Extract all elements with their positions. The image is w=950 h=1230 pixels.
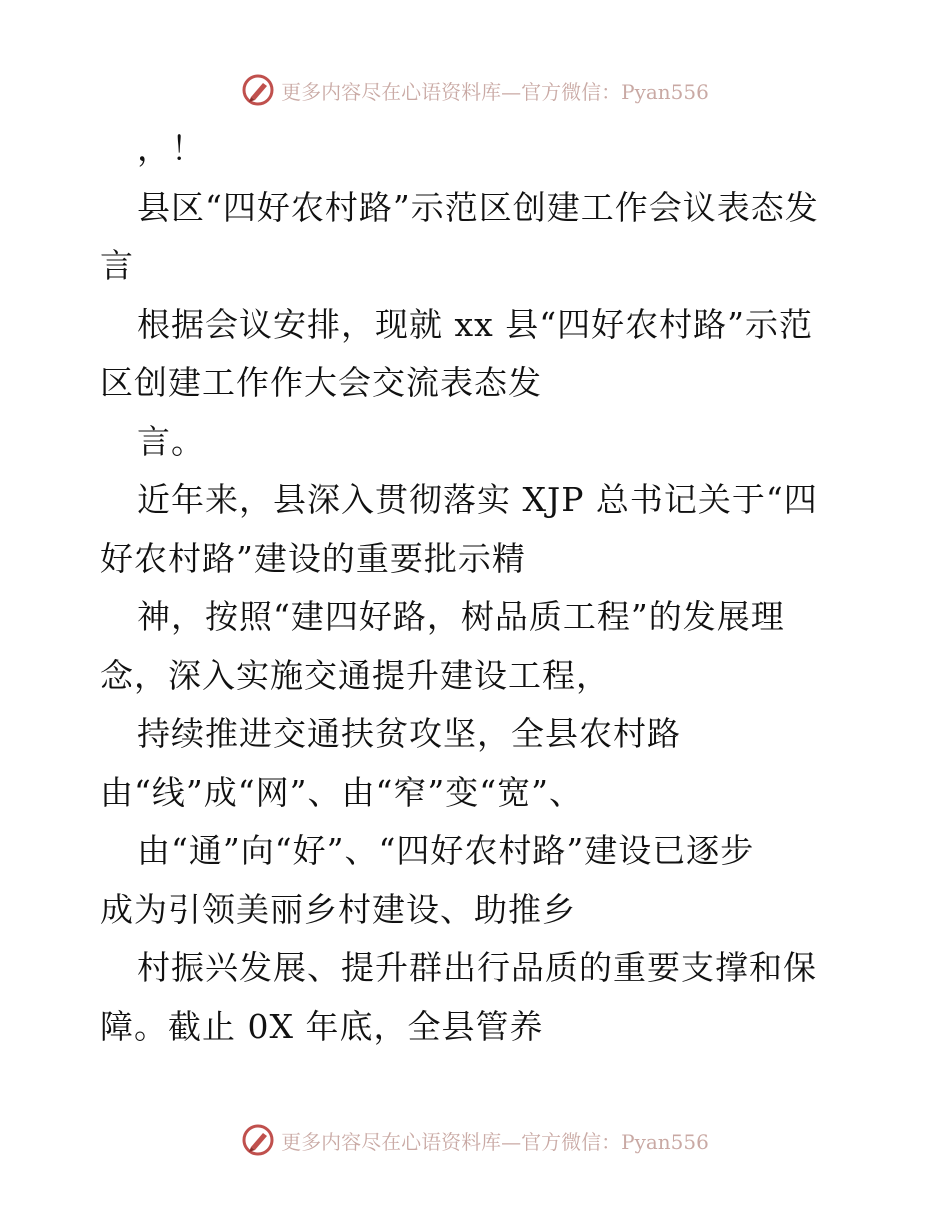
- body-line: 言。: [137, 421, 205, 461]
- pen-logo-icon: [241, 1123, 275, 1157]
- body-line: 言: [100, 246, 134, 285]
- document-body: [100, 120, 860, 1056]
- body-line: ，！: [137, 129, 205, 168]
- body-line: 障。截止 0X 年底，全县管养: [100, 1006, 544, 1046]
- body-line: 县区“四好农村路”示范区创建工作会议表态发: [137, 187, 819, 227]
- header-banner-inner: [241, 73, 709, 107]
- body-line: 近年来，县深入贯彻落实 XJP 总书记关于“四: [137, 480, 818, 519]
- body-line: 根据会议安排，现就 xx 县“四好农村路”示范: [137, 304, 813, 344]
- body-line: 念，深入实施交通提升建设工程，: [100, 655, 610, 695]
- body-line: 由“线”成“网”、由“窄”变“宽”、: [100, 772, 583, 812]
- footer-banner: [0, 1120, 950, 1160]
- body-line: 成为引领美丽乡村建设、助推乡: [100, 889, 576, 929]
- body-line: 好农村路”建设的重要批示精: [100, 538, 526, 578]
- body-line: 区创建工作作大会交流表态发: [100, 363, 542, 402]
- body-line: 由“通”向“好”、“四好农村路”建设已逐步: [137, 831, 755, 870]
- footer-banner-inner: [241, 1123, 709, 1157]
- body-line: 村振兴发展、提升群出行品质的重要支撑和保: [137, 948, 817, 987]
- header-banner: [0, 70, 950, 110]
- body-line: 持续推进交通扶贫攻坚，全县农村路: [137, 714, 681, 753]
- pen-logo-icon: [241, 73, 275, 107]
- header-banner-text: 更多内容尽在心语资料库—官方微信：Pyan556: [281, 79, 709, 104]
- footer-banner-text: 更多内容尽在心语资料库—官方微信：Pyan556: [281, 1129, 709, 1154]
- body-line: 神，按照“建四好路，树品质工程”的发展理: [137, 597, 785, 636]
